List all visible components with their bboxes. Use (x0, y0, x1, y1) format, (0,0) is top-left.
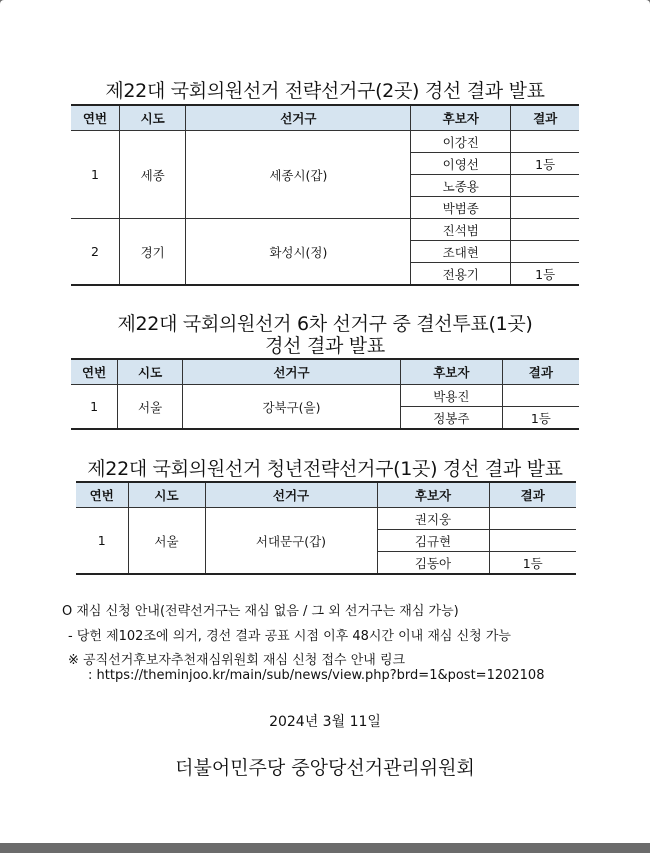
section3-title: 제22대 국회의원선거 청년전략선거구(1곳) 경선 결과 발표 (87, 458, 563, 480)
row-region: 세종 (119, 131, 186, 219)
row-district: 서대문구(갑) (205, 508, 377, 575)
table-row (71, 385, 579, 407)
candidate-name: 정봉주 (400, 407, 502, 430)
header-no: 연번 (71, 105, 119, 131)
header-region: 시도 (128, 482, 205, 508)
candidate-name: 이영선 (411, 153, 511, 175)
issuing-organization: 더불어민주당 중앙당선거관리위원회 (175, 757, 475, 779)
header-district: 선거구 (205, 482, 377, 508)
candidate-result: 1등 (489, 552, 576, 575)
header-result: 결과 (511, 105, 579, 131)
note-link-url[interactable]: : https://theminjoo.kr/main/sub/news/view.php?brd=1&post=1202108 (88, 668, 545, 683)
candidate-result: 1등 (511, 153, 579, 175)
candidate-name: 이강진 (411, 131, 511, 153)
candidate-name: 권지웅 (377, 508, 489, 530)
row-no: 2 (71, 219, 119, 286)
candidate-result (502, 385, 579, 407)
header-district: 선거구 (183, 359, 401, 385)
header-district: 선거구 (186, 105, 411, 131)
header-region: 시도 (118, 359, 183, 385)
table-row (71, 219, 579, 241)
candidate-result (511, 175, 579, 197)
section3-table (76, 481, 576, 575)
table-header-row (71, 359, 579, 385)
header-region: 시도 (119, 105, 186, 131)
candidate-name: 박범종 (411, 197, 511, 219)
candidate-name: 진석범 (411, 219, 511, 241)
candidate-result (511, 131, 579, 153)
table-row (71, 131, 579, 153)
header-candidate: 후보자 (377, 482, 489, 508)
section1-table (71, 104, 579, 286)
table-header-row (71, 105, 579, 131)
candidate-name: 김동아 (377, 552, 489, 575)
note-reappeal-info: O 재심 신청 안내(전략선거구는 재심 없음 / 그 외 선거구는 재심 가능) (62, 604, 459, 619)
candidate-result (511, 197, 579, 219)
header-no: 연번 (76, 482, 128, 508)
document-date: 2024년 3월 11일 (269, 714, 381, 730)
row-district: 화성시(정) (186, 219, 411, 286)
background-edge (0, 843, 650, 853)
section2-title-line2: 경선 결과 발표 (265, 335, 385, 357)
section1-title: 제22대 국회의원선거 전략선거구(2곳) 경선 결과 발표 (105, 80, 545, 102)
candidate-result: 1등 (502, 407, 579, 430)
row-district: 강북구(을) (183, 385, 401, 430)
section2-title-line1: 제22대 국회의원선거 6차 선거구 중 결선투표(1곳) (117, 313, 533, 335)
table-header-row (76, 482, 576, 508)
header-candidate: 후보자 (400, 359, 502, 385)
header-candidate: 후보자 (411, 105, 511, 131)
row-no: 1 (71, 131, 119, 219)
candidate-name: 김규현 (377, 530, 489, 552)
row-no: 1 (76, 508, 128, 575)
candidate-result (489, 530, 576, 552)
row-district: 세종시(갑) (186, 131, 411, 219)
candidate-name: 전용기 (411, 263, 511, 286)
header-no: 연번 (71, 359, 118, 385)
candidate-name: 박용진 (400, 385, 502, 407)
candidate-name: 노종용 (411, 175, 511, 197)
candidate-result (511, 241, 579, 263)
section2-table (71, 358, 579, 430)
table-row (76, 508, 576, 530)
candidate-name: 조대현 (411, 241, 511, 263)
candidate-result: 1등 (511, 263, 579, 286)
candidate-result (489, 508, 576, 530)
note-reappeal-rule: - 당헌 제102조에 의거, 경선 결과 공표 시점 이후 48시간 이내 재심 신청 가능 (68, 629, 511, 644)
row-region: 경기 (119, 219, 186, 286)
row-region: 서울 (118, 385, 183, 430)
candidate-result (511, 219, 579, 241)
row-region: 서울 (128, 508, 205, 575)
note-link-title: ※ 공직선거후보자추천재심위원회 재심 신청 접수 안내 링크 (68, 653, 406, 668)
row-no: 1 (71, 385, 118, 430)
header-result: 결과 (489, 482, 576, 508)
header-result: 결과 (502, 359, 579, 385)
